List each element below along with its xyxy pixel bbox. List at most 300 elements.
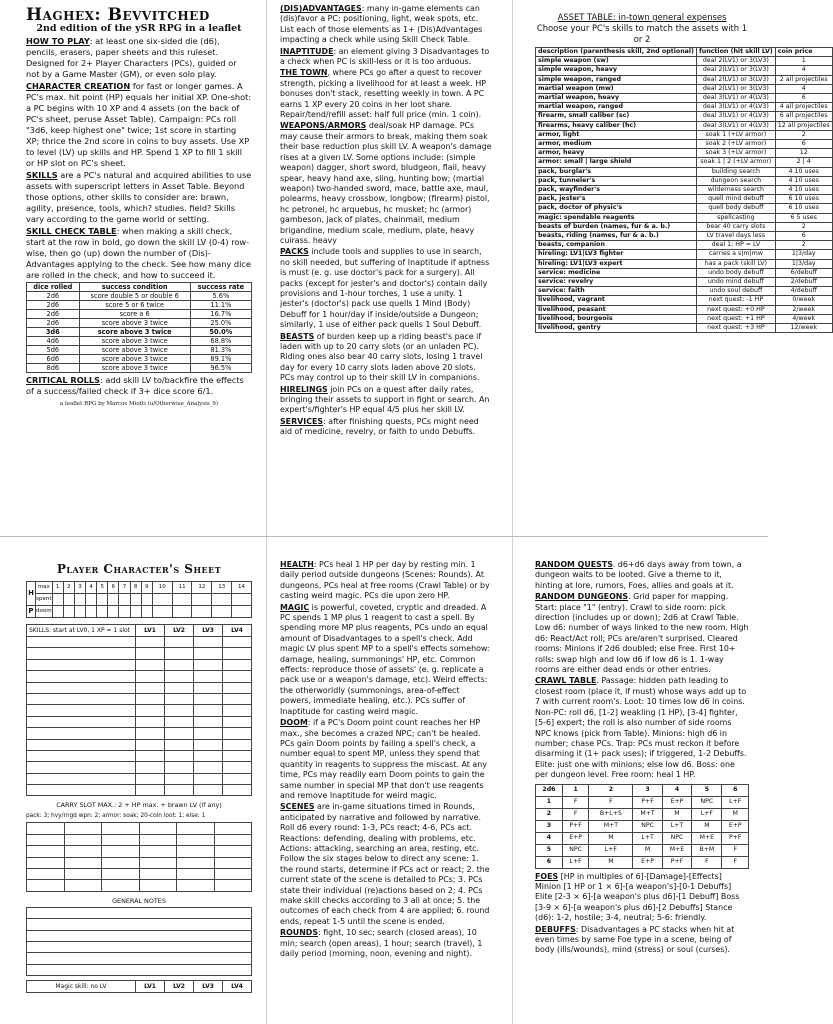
skill-lv-box[interactable] xyxy=(165,728,194,739)
dice-cell: score above 3 twice xyxy=(79,328,190,337)
skill-lv-box[interactable] xyxy=(136,773,165,784)
crawl-cell: F xyxy=(692,856,722,868)
asset-row xyxy=(536,167,833,176)
crawl-row xyxy=(536,796,749,808)
asset-table-subtitle: Choose your PC's skills to match the assets with 1 or 2 xyxy=(536,23,748,44)
dice-cell: 2d6 xyxy=(27,310,80,319)
skill-lv-box[interactable] xyxy=(136,739,165,750)
skill-lv-box[interactable] xyxy=(223,750,252,761)
skill-lv-box[interactable] xyxy=(194,705,223,716)
skill-lv-box[interactable] xyxy=(165,648,194,659)
asset-function: dungeon search xyxy=(696,176,775,185)
hp-number: 11 xyxy=(172,582,192,594)
carry-slot[interactable] xyxy=(177,880,215,891)
carry-slot[interactable] xyxy=(177,834,215,845)
skill-lv-box[interactable] xyxy=(194,785,223,796)
doom-box[interactable] xyxy=(130,606,141,618)
hp-spent-box[interactable] xyxy=(86,594,97,606)
skill-lv-box[interactable] xyxy=(165,739,194,750)
the-town: THE TOWN, where PCs go after a quest to recover strength, picking a livelihood for at least a week. HP bonuses don't stack, resetting weekly in town. A PC earns 1 XP every 20 coins in her loot share. Repair/tend/refill asset: half full price (min. 1 coin). xyxy=(280,68,487,120)
carry-slot[interactable] xyxy=(139,857,177,868)
skills-grid xyxy=(26,624,252,796)
skill-lv-box[interactable] xyxy=(223,762,252,773)
doom-box[interactable] xyxy=(74,606,85,618)
asset-row xyxy=(536,278,833,287)
skill-lv-box[interactable] xyxy=(136,750,165,761)
notes-row xyxy=(27,919,252,930)
asset-function: bear 40 carry slots xyxy=(696,222,775,231)
hp-number: 9 xyxy=(141,582,152,594)
notes-grid xyxy=(26,907,252,976)
skill-name-field[interactable] xyxy=(27,659,136,670)
asset-row xyxy=(536,121,833,130)
asset-function: wilderness search xyxy=(696,186,775,195)
carry-slot[interactable] xyxy=(27,869,65,880)
carry-slot[interactable] xyxy=(139,823,177,834)
crawl-row xyxy=(536,856,749,868)
hp-spent-box[interactable] xyxy=(108,594,119,606)
skill-lv-box[interactable] xyxy=(194,739,223,750)
skill-lv-box[interactable] xyxy=(194,750,223,761)
asset-price: 1|3/day xyxy=(775,250,832,259)
skill-name-field[interactable] xyxy=(27,648,136,659)
skill-lv-box[interactable] xyxy=(165,716,194,727)
asset-description: martial weapon, ranged xyxy=(536,103,697,112)
crawl-cell: F xyxy=(722,856,749,868)
dice-cell: score double 5 or double 6 xyxy=(79,292,190,301)
doom-box[interactable] xyxy=(52,606,63,618)
hp-row-label: doom xyxy=(36,606,53,618)
skill-lv-box[interactable] xyxy=(136,716,165,727)
doom-box[interactable] xyxy=(232,606,252,618)
skill-lv-box[interactable] xyxy=(165,750,194,761)
asset-price: 4 10 uses xyxy=(775,186,832,195)
asset-row xyxy=(536,112,833,121)
hirelings: HIRELINGS join PCs on a quest after daily rates, bringing their assets to support in fight or search. An expert's/fighter's HP equal 4/5 plus her skill LV. xyxy=(280,384,490,415)
character-sheet xyxy=(26,560,252,1024)
dice-cell: 68.8% xyxy=(190,337,251,346)
skill-lv-box[interactable] xyxy=(223,705,252,716)
hp-spent-box[interactable] xyxy=(130,594,141,606)
carry-slot[interactable] xyxy=(139,869,177,880)
magic: MAGIC is powerful, coveted, cryptic and dreaded. A PC spends 1 MP plus 1 reagent to cast a spell. By spending more MP plus reagents, PCs undo an equal amount of Disadvantages to a spell's check. Add magic LV plus spent MP to a spell's effects somehow: damage, healing, summonings' HP, etc. Common effects: reproduce those of assets' (e. g. replicate a pack use or a weapon's damage, etc). Weird effects: the otherworldly (summonings, area-of-effect powers, immediate healing, etc.). PCs suffer of Inaptitude for casting weird magic. xyxy=(280,602,490,716)
critical-rolls: CRITICAL ROLLS: add skill LV to/backfire the effects of a success/failed check if 3+ dice score 6/1. xyxy=(26,375,244,396)
skill-name-field[interactable] xyxy=(27,728,136,739)
hp-number: 12 xyxy=(192,582,212,594)
crawl-cell: P+F xyxy=(633,796,662,808)
doom-box[interactable] xyxy=(63,606,74,618)
skill-name-field[interactable] xyxy=(27,671,136,682)
dice-cell: 25.0% xyxy=(190,319,251,328)
sheet-title: Player Character's Sheet xyxy=(56,562,222,576)
crawl-cell: F xyxy=(562,796,588,808)
hp-spent-box[interactable] xyxy=(212,594,232,606)
dice-cell: score above 3 twice xyxy=(79,346,190,355)
asset-price: 4 xyxy=(775,66,832,75)
carry-slot[interactable] xyxy=(27,834,65,845)
skill-name-field[interactable] xyxy=(27,785,136,796)
crawl-row xyxy=(536,844,749,856)
asset-description: firearms, heavy caliber (hc) xyxy=(536,121,697,130)
dice-cell: 2d6 xyxy=(27,301,80,310)
skill-name-field[interactable] xyxy=(27,637,136,648)
crawl-cell: M xyxy=(662,808,692,820)
dice-cell: score a 6 xyxy=(79,310,190,319)
hp-spent-box[interactable] xyxy=(141,594,152,606)
asset-description: armor, medium xyxy=(536,140,697,149)
carry-slot[interactable] xyxy=(102,880,140,891)
crawl-cell: 5 xyxy=(692,784,722,796)
carry-slot[interactable] xyxy=(27,846,65,857)
carry-slot[interactable] xyxy=(214,880,252,891)
carry-slot[interactable] xyxy=(64,869,102,880)
carry-slot[interactable] xyxy=(214,857,252,868)
asset-price: 6 xyxy=(775,140,832,149)
notes-row xyxy=(27,953,252,964)
crawl-cell: 4 xyxy=(536,832,563,844)
notes-header: GENERAL NOTES xyxy=(112,896,166,905)
crawl-cell: 2d6 xyxy=(536,784,563,796)
notes-field[interactable] xyxy=(27,941,252,952)
dice-cell: 4d6 xyxy=(27,337,80,346)
doom-box[interactable] xyxy=(97,606,108,618)
dice-cell: score above 3 twice xyxy=(79,364,190,373)
skills-section: SKILLS are a PC's natural and acquired abilities to use assets with superscript letters in Asset Table. Beyond those options, other skills to consider are: brawn, agility, presence, tools, which? studies. field? Skills vary according to the game world or setting. xyxy=(26,170,252,224)
carry-slot[interactable] xyxy=(102,823,140,834)
asset-row xyxy=(536,57,833,66)
crawl-cell: 2 xyxy=(536,808,563,820)
skill-lv-box[interactable] xyxy=(223,659,252,670)
asset-row xyxy=(536,103,833,112)
dice-cell: 5.6% xyxy=(190,292,251,301)
hp-number: 4 xyxy=(86,582,97,594)
doom-box[interactable] xyxy=(86,606,97,618)
asset-function: soak 1 (+LV armor) xyxy=(696,130,775,139)
doom-box[interactable] xyxy=(108,606,119,618)
dice-cell: 89.1% xyxy=(190,355,251,364)
hp-number: 5 xyxy=(97,582,108,594)
asset-row xyxy=(536,149,833,158)
notes-row xyxy=(27,941,252,952)
asset-function: deal 3(LV1) or 4(LV3) xyxy=(696,103,775,112)
notes-field[interactable] xyxy=(27,907,252,918)
carry-slot[interactable] xyxy=(64,880,102,891)
skill-lv-box[interactable] xyxy=(136,728,165,739)
skill-lv-box[interactable] xyxy=(223,671,252,682)
crawl-cell: NPC xyxy=(662,832,692,844)
crawl-cell: L+F xyxy=(692,808,722,820)
notes-row xyxy=(27,964,252,975)
skill-lv-box[interactable] xyxy=(194,682,223,693)
skill-lv-box[interactable] xyxy=(194,728,223,739)
dice-row xyxy=(27,346,252,355)
crawl-cell: L+T xyxy=(633,832,662,844)
doom-box[interactable] xyxy=(119,606,130,618)
asset-row xyxy=(536,305,833,314)
carry-slot[interactable] xyxy=(27,823,65,834)
crawl-cell: M xyxy=(589,832,633,844)
lv-header: LV2 xyxy=(165,981,194,993)
lv-header: LV1 xyxy=(136,981,165,993)
crawl-row xyxy=(536,808,749,820)
crawl-cell: L+F xyxy=(722,796,749,808)
skill-lv-box[interactable] xyxy=(194,637,223,648)
doom-box[interactable] xyxy=(172,606,192,618)
doom-box[interactable] xyxy=(141,606,152,618)
crawl-cell: 6 xyxy=(536,856,563,868)
skill-row xyxy=(27,659,252,670)
skill-row xyxy=(27,637,252,648)
hp-spent-box[interactable] xyxy=(232,594,252,606)
skill-lv-box[interactable] xyxy=(223,773,252,784)
asset-function: soak 2 (+LV armor) xyxy=(696,140,775,149)
asset-function: soak 1 | 2 (+LV armor) xyxy=(696,158,775,167)
skill-lv-box[interactable] xyxy=(136,648,165,659)
skill-lv-box[interactable] xyxy=(165,682,194,693)
dice-row xyxy=(27,301,252,310)
crawl-cell: M+E xyxy=(662,844,692,856)
skill-name-field[interactable] xyxy=(27,762,136,773)
asset-price: 6 all projectiles xyxy=(775,112,832,121)
asset-price: 4 all projectiles xyxy=(775,103,832,112)
asset-function-header: function (hit skill LV) xyxy=(696,48,775,57)
asset-row xyxy=(536,84,833,93)
skill-name-field[interactable] xyxy=(27,693,136,704)
skill-lv-box[interactable] xyxy=(194,693,223,704)
skill-lv-box[interactable] xyxy=(165,637,194,648)
asset-description: pack, tunneler's xyxy=(536,176,697,185)
carry-slot[interactable] xyxy=(102,834,140,845)
asset-function: deal 2(LV1) or 3(LV3) xyxy=(696,75,775,84)
skill-lv-box[interactable] xyxy=(194,762,223,773)
carry-slot[interactable] xyxy=(214,846,252,857)
carry-slot[interactable] xyxy=(177,846,215,857)
asset-description: pack, jester's xyxy=(536,195,697,204)
skill-lv-box[interactable] xyxy=(223,785,252,796)
lv-header: LV4 xyxy=(223,981,252,993)
dice-cell: 8d6 xyxy=(27,364,80,373)
skill-lv-box[interactable] xyxy=(136,785,165,796)
crawl-cell: 6 xyxy=(722,784,749,796)
dice-cell: 5d6 xyxy=(27,346,80,355)
hp-spent-box[interactable] xyxy=(52,594,63,606)
crawl-cell: P+F xyxy=(562,820,588,832)
carry-slot[interactable] xyxy=(64,846,102,857)
asset-description: simple weapon, heavy xyxy=(536,66,697,75)
foes: FOES [HP in multiples of 6]-[Damage]-[Effects] Minion [1 HP or 1 × 6]-[a weapon's]-[0-1 Debuffs] Elite [2-3 × 6]-[a weapon's plus d6]-[1 Debuff] Boss [3-9 × 6]-[a weapon's plus d6]-[2 Debuffs] Stance (d6): 1-2, hostile; 3-4, neutral; 5-6: friendly. xyxy=(535,871,740,923)
skill-lv-box[interactable] xyxy=(223,648,252,659)
skill-row xyxy=(27,682,252,693)
crawl-cell: NPC xyxy=(692,796,722,808)
carry-slot[interactable] xyxy=(27,880,65,891)
inaptitude: INAPTITUDE: an element giving 3 Disadvantages to a check when PC is skill-less or it is too arduous. xyxy=(280,46,490,67)
crawl-cell: B+L+S xyxy=(589,808,633,820)
skills-header: SKILLS: start at LV0, 1 XP = 1 slot xyxy=(27,625,136,637)
doom-box[interactable] xyxy=(212,606,232,618)
game-title: Haghex: Bevvitched xyxy=(26,5,210,25)
asset-function: building search xyxy=(696,167,775,176)
hp-spent-box[interactable] xyxy=(97,594,108,606)
asset-description: service: medicine xyxy=(536,268,697,277)
crawl-cell: M+T xyxy=(633,808,662,820)
skill-lv-box[interactable] xyxy=(223,637,252,648)
skill-name-field[interactable] xyxy=(27,750,136,761)
asset-price: 6/debuff xyxy=(775,268,832,277)
carry-slot[interactable] xyxy=(139,880,177,891)
notes-field[interactable] xyxy=(27,953,252,964)
random-quests: RANDOM QUESTS. d6+d6 days away from town, a dungeon waits to be looted. Give a theme to it, hinting at lore, rumors, Foes, allies and goals at it. xyxy=(535,560,742,590)
notes-field[interactable] xyxy=(27,964,252,975)
skill-lv-box[interactable] xyxy=(223,693,252,704)
hp-number: 10 xyxy=(152,582,172,594)
asset-function: LV travel days less xyxy=(696,232,775,241)
lv-header: LV2 xyxy=(165,625,194,637)
asset-price: 6 5 uses xyxy=(775,213,832,222)
hp-spent-box[interactable] xyxy=(119,594,130,606)
hp-spent-box[interactable] xyxy=(63,594,74,606)
dice-cell: 81.3% xyxy=(190,346,251,355)
health-magic-column xyxy=(280,560,492,1024)
asset-table-title: ASSET TABLE: in-town general expenses xyxy=(557,12,727,22)
asset-row xyxy=(536,75,833,84)
asset-function: undo body debuff xyxy=(696,268,775,277)
dice-cell: 96.5% xyxy=(190,364,251,373)
asset-row xyxy=(536,268,833,277)
skill-lv-box[interactable] xyxy=(223,739,252,750)
skill-lv-box[interactable] xyxy=(194,716,223,727)
carry-slot[interactable] xyxy=(27,857,65,868)
hp-row-label: spent xyxy=(36,594,53,606)
carry-slot[interactable] xyxy=(64,823,102,834)
asset-price: 6 xyxy=(775,94,832,103)
skill-lv-box[interactable] xyxy=(165,693,194,704)
carry-slot[interactable] xyxy=(139,846,177,857)
hp-spent-box[interactable] xyxy=(152,594,172,606)
skill-lv-box[interactable] xyxy=(136,637,165,648)
carry-slot[interactable] xyxy=(102,857,140,868)
condition-header: success condition xyxy=(79,283,190,292)
skill-row xyxy=(27,693,252,704)
carry-slot[interactable] xyxy=(102,869,140,880)
asset-description: livelihood, peasant xyxy=(536,305,697,314)
crawl-cell: 3 xyxy=(536,820,563,832)
skill-lv-box[interactable] xyxy=(136,659,165,670)
asset-price: 0/week xyxy=(775,296,832,305)
hp-number: 8 xyxy=(130,582,141,594)
carry-row xyxy=(27,869,252,880)
hp-spent-box[interactable] xyxy=(74,594,85,606)
hp-number: 2 xyxy=(63,582,74,594)
notes-field[interactable] xyxy=(27,930,252,941)
crawl-table xyxy=(535,784,749,869)
dice-cell: score 5 or 6 twice xyxy=(79,301,190,310)
skill-lv-box[interactable] xyxy=(194,773,223,784)
skill-lv-box[interactable] xyxy=(165,659,194,670)
carry-slot[interactable] xyxy=(64,857,102,868)
asset-price: 6 10 uses xyxy=(775,204,832,213)
skill-name-field[interactable] xyxy=(27,716,136,727)
services: SERVICES: after finishing quests, PCs might need aid of medicine, revelry, or faith to undo Debuffs. xyxy=(280,416,479,437)
asset-row xyxy=(536,158,833,167)
carry-slot[interactable] xyxy=(214,869,252,880)
lv-header: LV4 xyxy=(223,625,252,637)
hp-letter-h: H xyxy=(27,582,36,606)
asset-description: livelihood, vagrant xyxy=(536,296,697,305)
carry-slot[interactable] xyxy=(177,869,215,880)
skill-check-table xyxy=(26,282,252,373)
asset-description: armor, light xyxy=(536,130,697,139)
skill-lv-box[interactable] xyxy=(136,762,165,773)
dice-cell: 2d6 xyxy=(27,292,80,301)
dice-row xyxy=(27,364,252,373)
asset-function: has a pack (skill LV) xyxy=(696,259,775,268)
health: HEALTH: PCs heal 1 HP per day by resting min. 1 daily period outside dungeons (Scenes: Rounds). At dungeons, PCs heal at free rooms (Crawl Table) or by casting weird magic. PCs die upon zero HP. xyxy=(280,560,490,601)
carry-slot[interactable] xyxy=(102,846,140,857)
dice-cell: 50.0% xyxy=(190,328,251,337)
crawl-cell: F xyxy=(722,844,749,856)
dis-advantages: (DIS)ADVANTAGES: many in-game elements can (dis)favor a PC: positioning, light, weak spots, etc. List each of those elements as 1+ (Dis)Advantages impacting a check while using Skill Check Table. xyxy=(280,4,483,45)
skill-lv-box[interactable] xyxy=(194,659,223,670)
carry-slot[interactable] xyxy=(139,834,177,845)
carry-slot[interactable] xyxy=(214,823,252,834)
crawl-cell: E+P xyxy=(633,856,662,868)
skill-lv-box[interactable] xyxy=(165,671,194,682)
skill-lv-box[interactable] xyxy=(223,682,252,693)
skill-lv-box[interactable] xyxy=(194,671,223,682)
skill-lv-box[interactable] xyxy=(165,785,194,796)
skill-name-field[interactable] xyxy=(27,705,136,716)
dice-row xyxy=(27,355,252,364)
carry-slot[interactable] xyxy=(214,834,252,845)
skill-name-field[interactable] xyxy=(27,682,136,693)
asset-price: 12 xyxy=(775,149,832,158)
asset-function: deal 2(LV1) or 3(LV3) xyxy=(696,66,775,75)
skill-lv-box[interactable] xyxy=(223,716,252,727)
doom-box[interactable] xyxy=(192,606,212,618)
hp-letter-p: P xyxy=(27,606,36,618)
doom-box[interactable] xyxy=(152,606,172,618)
fold-divider xyxy=(0,536,768,537)
asset-desc-header: description (parenthesis skill, 2nd optional) xyxy=(536,48,697,57)
character-creation: CHARACTER CREATION for fast or longer games. A PC's max. hit point (HP) equals her initial XP. One-shot: a PC begins with 10 XP and 4 assets (on the back of PC's sheet, peruse Asset Table). Campaign: PCs roll "3d6, keep highest one" twice; 1st score in starting XP; thrice the 2nd score in coins to buy assets. Use XP to level (LV) up skills and HP. Spend 1 XP to fill 1 skill or HP slot on PC's sheet. xyxy=(26,81,252,168)
skill-lv-box[interactable] xyxy=(194,648,223,659)
skill-lv-box[interactable] xyxy=(136,671,165,682)
skill-lv-box[interactable] xyxy=(165,762,194,773)
hp-spent-box[interactable] xyxy=(172,594,192,606)
skill-lv-box[interactable] xyxy=(136,693,165,704)
asset-row xyxy=(536,314,833,323)
skill-lv-box[interactable] xyxy=(136,705,165,716)
dice-row xyxy=(27,292,252,301)
notes-field[interactable] xyxy=(27,919,252,930)
asset-description: simple weapon (sw) xyxy=(536,57,697,66)
hp-spent-box[interactable] xyxy=(192,594,212,606)
skill-lv-box[interactable] xyxy=(165,773,194,784)
hp-track xyxy=(26,581,252,618)
skill-lv-box[interactable] xyxy=(223,728,252,739)
skill-name-field[interactable] xyxy=(27,739,136,750)
skill-name-field[interactable] xyxy=(27,773,136,784)
carry-slot[interactable] xyxy=(177,857,215,868)
carry-slot[interactable] xyxy=(177,823,215,834)
skill-lv-box[interactable] xyxy=(165,705,194,716)
carry-slot[interactable] xyxy=(64,834,102,845)
crawl-cell: E+P xyxy=(722,820,749,832)
asset-description: livelihood, bourgeois xyxy=(536,314,697,323)
skill-lv-box[interactable] xyxy=(136,682,165,693)
crawl-cell: NPC xyxy=(562,844,588,856)
asset-function: quell body debuff xyxy=(696,204,775,213)
